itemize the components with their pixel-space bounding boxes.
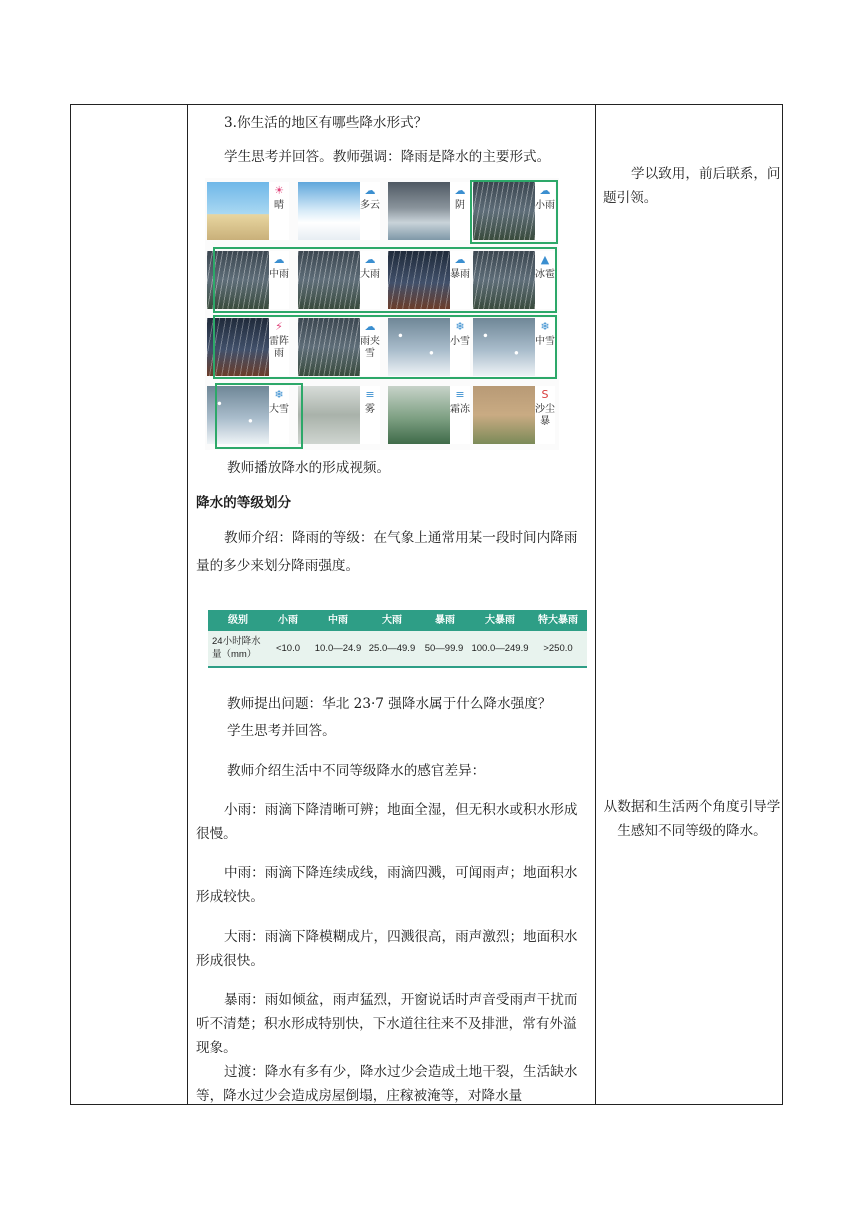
weather-photo [473, 386, 535, 444]
main-column [196, 104, 590, 169]
value-cell: <10.0 [275, 643, 301, 654]
weather-symbol-icon: ❄ [455, 320, 465, 333]
weather-name: 雷阵雨 [269, 336, 289, 359]
level-description: 小雨：雨滴下降清晰可辨；地面全湿，但无积水或积水形成很慢。 [196, 802, 578, 842]
weather-label-strip [450, 386, 470, 444]
section-heading: 降水的等级划分 [196, 495, 292, 511]
sense-intro-text: 教师介绍生活中不同等级降水的感官差异： [227, 763, 486, 779]
weather-card [298, 386, 380, 444]
weather-symbol-icon: ❄ [274, 388, 284, 401]
weather-symbol-icon: ☁ [364, 253, 376, 266]
weather-symbol-icon: ☁ [539, 184, 551, 197]
value-cell: 100.0—249.9 [471, 643, 529, 654]
weather-name: 晴 [274, 200, 284, 211]
weather-card [388, 386, 470, 444]
weather-card [473, 386, 555, 444]
answer-text: 学生思考并回答。教师强调：降雨是降水的主要形式。 [224, 149, 551, 165]
weather-symbol-icon: ❄ [540, 320, 550, 333]
right-note-2: 从数据和生活两个角度引导学生感知不同等级的降水。 [603, 799, 781, 839]
weather-symbol-icon: ⚡ [275, 320, 283, 333]
weather-name: 阴 [455, 200, 465, 211]
value-cell: 50—99.9 [424, 643, 464, 654]
weather-symbol-icon: ☁ [454, 253, 466, 266]
column-divider [595, 105, 596, 1104]
row-label [212, 631, 268, 666]
weather-card [207, 182, 289, 240]
highlight-box [215, 383, 303, 449]
weather-name: 大雨 [360, 269, 380, 280]
level-description: 大雨：雨滴下降模糊成片，四溅很高，雨声激烈；地面积水形成很快。 [196, 929, 578, 969]
weather-symbol-icon: ☁ [273, 253, 285, 266]
rain-level-table [208, 610, 587, 668]
weather-symbol-icon: ≡ [365, 388, 375, 401]
weather-name: 中雪 [535, 336, 555, 347]
transition-text: 过渡：降水有多有少，降水过少会造成土地干裂，生活缺水等，降水过少会造成房屋倒塌，庄稼被淹等，对降水量 [196, 1064, 578, 1104]
column-divider [187, 105, 188, 1104]
weather-name: 雾 [365, 404, 375, 415]
highlight-box [470, 180, 558, 244]
weather-label-strip [360, 386, 380, 444]
weather-name: 雨夹雪 [360, 336, 380, 359]
weather-symbol-icon: ▲ [540, 253, 550, 266]
weather-label-strip [535, 386, 555, 444]
weather-photo [388, 386, 450, 444]
right-note-1: 学以致用，前后联系，问题引领。 [603, 166, 781, 206]
weather-name: 霜冻 [450, 404, 470, 415]
weather-symbol-icon: ☁ [364, 184, 376, 197]
highlight-box [213, 315, 557, 379]
weather-name: 沙尘暴 [535, 404, 555, 427]
weather-name: 多云 [360, 200, 380, 211]
header-cell: 小雨 [278, 615, 298, 626]
value-cell: 25.0—49.9 [368, 643, 416, 654]
header-cell: 暴雨 [435, 615, 455, 626]
question2-text: 教师提出问题：华北 23·7 强降水属于什么降水强度？ [227, 696, 552, 712]
weather-label-strip [450, 182, 470, 240]
weather-name: 暴雨 [450, 269, 470, 280]
header-cell: 大暴雨 [485, 615, 515, 626]
weather-symbol-icon: ≡ [455, 388, 465, 401]
weather-label-strip [360, 182, 380, 240]
video-note: 教师播放降水的形成视频。 [227, 460, 391, 476]
intro-paragraph: 教师介绍：降雨的等级：在气象上通常用某一段时间内降雨量的多少来划分降雨强度。 [196, 530, 578, 574]
question-text: 3.你生活的地区有哪些降水形式？ [224, 115, 428, 131]
weather-photo [298, 386, 360, 444]
header-cell: 级别 [228, 615, 248, 626]
weather-symbol-icon: ☁ [454, 184, 466, 197]
value-cell: 10.0—24.9 [314, 643, 362, 654]
weather-label-strip [269, 182, 289, 240]
weather-name: 大雪 [269, 404, 289, 415]
level-description: 暴雨：雨如倾盆，雨声猛烈，开窗说话时声音受雨声干扰而听不清楚；积水形成特别快，下水道往往来不及排泄，常有外溢现象。 [196, 992, 578, 1056]
weather-name: 中雨 [269, 269, 289, 280]
weather-name: 小雪 [450, 336, 470, 347]
weather-photo [388, 182, 450, 240]
weather-name: 小雨 [535, 200, 555, 211]
row-label-line: 量（mm） [212, 649, 257, 660]
level-description: 中雨：雨滴下降连续成线，雨滴四溅，可闻雨声；地面积水形成较快。 [196, 865, 578, 905]
highlight-box [213, 247, 557, 313]
row-label-line: 24小时降水 [212, 636, 261, 647]
weather-image-panel [205, 178, 559, 450]
weather-symbol-icon: ☀ [274, 184, 284, 197]
weather-photo [207, 182, 269, 240]
weather-card [388, 182, 470, 240]
value-cell: >250.0 [543, 643, 573, 654]
header-cell: 大雨 [382, 615, 402, 626]
weather-card [298, 182, 380, 240]
weather-symbol-icon: S [541, 388, 549, 401]
weather-name: 冰雹 [535, 269, 555, 280]
header-cell: 特大暴雨 [538, 615, 578, 626]
header-cell: 中雨 [328, 615, 348, 626]
rain-table-row [208, 631, 587, 668]
weather-symbol-icon: ☁ [364, 320, 376, 333]
answer2-text: 学生思考并回答。 [227, 723, 336, 739]
weather-photo [298, 182, 360, 240]
rain-table-header [208, 610, 587, 631]
